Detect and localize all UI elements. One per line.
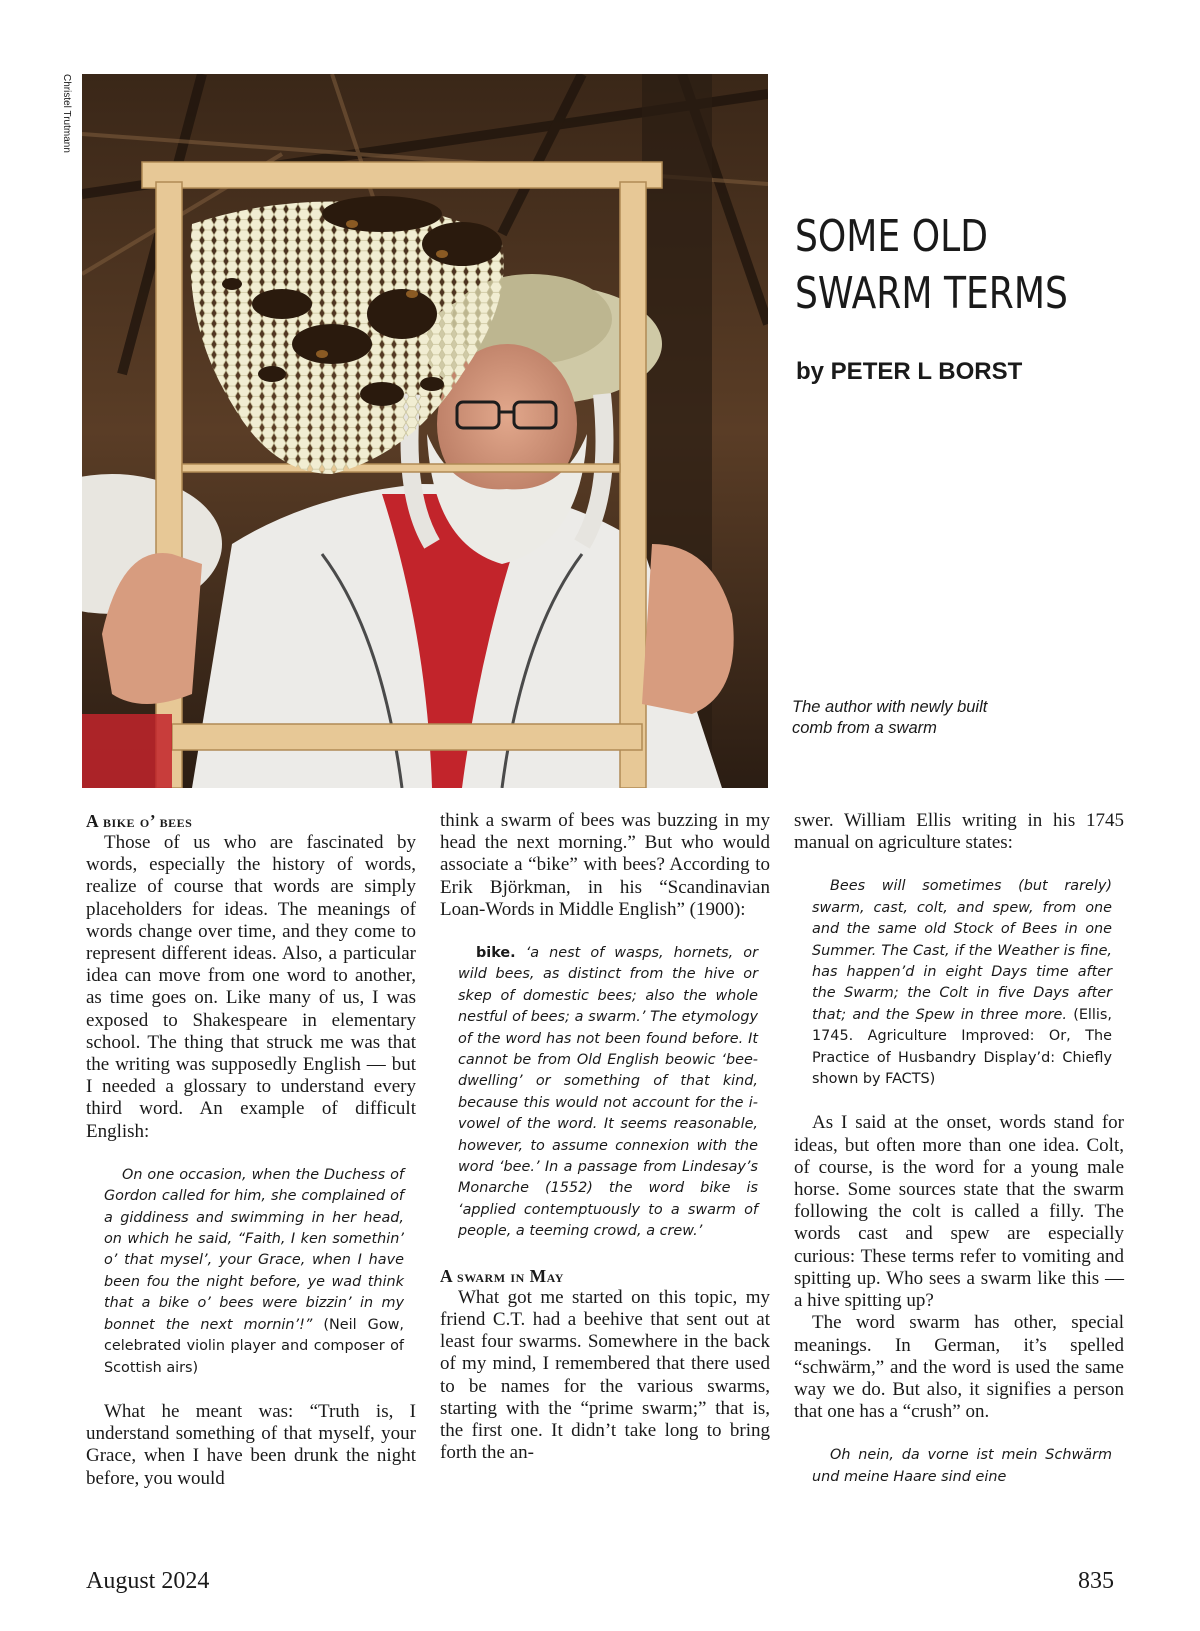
text-column-1 [86,810,416,1490]
quote-text [104,1165,404,1379]
quote-source: (Neil Gow, celebrated violin player and composer of Scottish airs) [104,1316,404,1376]
article-title-line2: SWARM TERMS [795,268,1068,319]
block-quote-ellis [812,876,1112,1090]
photo-caption [792,697,1042,739]
quote-text [458,943,758,1243]
section-heading-bike: A bike o’ bees [86,811,193,831]
paragraph: What got me started on this topic, my friend C.T. had a beehive that sent out at least four swarms. Somewhere in the back of my mind, I remembered that there used to be names for the various swarms, starting with the “prime swarm;” that is, the first one. It didn’t take long to bring forth the an- [440,1286,770,1464]
paragraph: think a swarm of bees was buzzing in my head the next morning.” But who would associate a “bike” with bees? According to Erik Björkman, in his “Scandinavian Loan-Words in Middle English” (1900): [440,810,770,920]
quote-italic: Bees will sometimes (but rarely) swarm, cast, colt, and spew, from one and the same old Stock of Bees in one Summer. The Cast, if the Weather is fine, has happen’d in eight Days time after the Swarm; the Colt in five Days after that; and the Spew in three more. [812,878,1112,1023]
paragraph: As I said at the onset, words stand for ideas, but often more than one idea. Colt, of course, is the word for a young male horse. Some sources state that the swarm following the colt is called a filly. The words cast and spew are especially curious: These terms refer to vomiting and spitting up. Who sees a swarm like this — a hive spitting up? [794,1112,1124,1312]
block-quote-bjorkman [458,943,758,1243]
quote-italic: ‘a nest of wasps, hornets, or wild bees, as distinct from the hive or skep of domestic bees; also the whole nestful of bees; a swarm.’ The etymology of the word has not been found before. It cannot be from Old English beowic ‘bee-dwelling’ or something of that kind, because this would not account for the i-vowel of the word. It seems reasonable, however, to assume connexion with the word ‘bee.’ In a passage from Lindesay’s Monarche (1552) the word bike is ‘applied contemptuously to a swarm of people, a teeming crowd, a crew.’ [458,945,758,1240]
author-photo [82,74,768,788]
article-title-line1: SOME OLD [795,211,988,262]
photo-caption-line2: comb from a swarm [792,719,937,737]
text-column-2 [440,810,770,1464]
photo-caption-line1: The author with newly built [792,698,988,716]
quote-italic: On one occasion, when the Duchess of Gordon called for him, she complained of a giddiness and swimming in her head, on which he said, “Faith, I ken somethin’ o’ that mysel’, your Grace, when I have been fou the night before, ye wad think that a bike o’ bees were bizzin’ in my bonnet the next mornin’!” [104,1166,404,1333]
author-photo-illustration [82,74,768,788]
text-column-3 [794,810,1124,1510]
paragraph: The word swarm has other, special meanings. In German, it’s spelled “schwärm,” and the word is used the same way we do. But also, it signifies a person that one has a “crush” on. [794,1312,1124,1423]
quote-text [812,876,1112,1090]
page-number: 835 [1078,1568,1114,1594]
article-byline: by PETER L BORST [796,358,1023,385]
quote-source: (Ellis, 1745. Agriculture Improved: Or, The Practice of Husbandry Display’d: Chiefly shown by FACTS) [812,1006,1112,1088]
quote-text: Oh nein, da vorne ist mein Schwärm und meine Haare sind eine [812,1447,1112,1485]
photo-credit-text: Christel Trutmann [61,74,72,153]
section-heading-swarm-in-may: A swarm in May [440,1265,564,1286]
paragraph: What he meant was: “Truth is, I understand something of that myself, your Grace, when I have been drunk the night before, you would [86,1400,416,1489]
photo-credit [60,74,72,184]
block-quote-german [812,1445,1112,1488]
paragraph: swer. William Ellis writing in his 1745 manual on agriculture states: [794,810,1124,854]
paragraph: Those of us who are fascinated by words, especially the history of words, realize of course that words are simply placeholders for ideas. The meanings of words change over time, and they come to represent different ideas. Also, a particular idea can move from one word to another, as time goes on. Like many of us, I was exposed to Shakespeare in elementary school. The thing that struck me was that the writing was supposedly English — but I needed a glossary to understand every third word. An example of difficult English: [86,832,416,1142]
block-quote-neil-gow [104,1165,404,1379]
article-title [795,208,1090,322]
issue-date: August 2024 [86,1568,210,1594]
quote-term: bike. [476,945,516,962]
